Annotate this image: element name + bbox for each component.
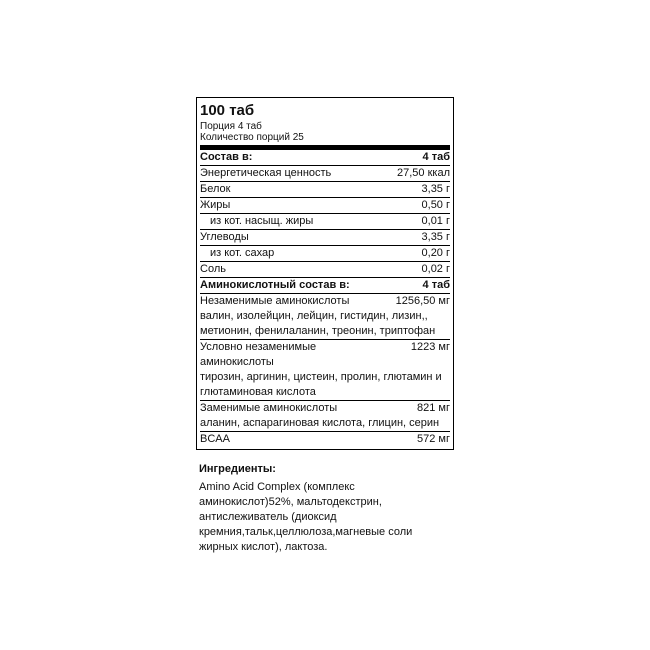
ingredients-heading: Ингредиенты: — [199, 463, 276, 475]
amino-label: Условно незаменимые аминокислоты — [200, 341, 317, 368]
nutrient-value: 3,35 г — [421, 231, 450, 243]
amino-heading-value: 4 таб — [422, 279, 450, 291]
nutrient-row-carbohydrates — [200, 229, 450, 245]
amino-value: 821 мг — [417, 402, 450, 414]
nutrition-facts-panel — [196, 97, 454, 450]
amino-block-nonessential — [200, 400, 450, 431]
nutrient-label: из кот. сахар — [210, 247, 275, 259]
nutrient-label: Энергетическая ценность — [200, 167, 332, 179]
nutrient-value: 0,02 г — [421, 263, 450, 275]
nutrient-value: 0,20 г — [421, 247, 450, 259]
nutrient-label: Соль — [200, 263, 226, 275]
nutrient-row-saturated-fat — [200, 213, 450, 229]
nutrient-label: Углеводы — [200, 231, 249, 243]
nutrient-label: Белок — [200, 183, 231, 195]
amino-block-essential — [200, 293, 450, 339]
nutrient-row-salt — [200, 261, 450, 277]
amino-description: валин, изолейцин, лейцин, гистидин, лизин,, метионин, фенилаланин, треонин, триптофан — [200, 310, 436, 337]
nutrient-value: 3,35 г — [421, 183, 450, 195]
amino-heading-label: Аминокислотный состав в: — [200, 279, 350, 291]
amino-row-bcaa — [200, 431, 450, 447]
nutrient-row-protein — [200, 181, 450, 197]
ingredients-text: Amino Acid Complex (комплекс аминокислот)52%, мальтодекстрин, антислеживатель (диоксид кремния,тальк,целлюлоза,магневые соли жирных кислот), лактоза. — [199, 481, 413, 553]
nutrient-label: Жиры — [200, 199, 231, 211]
amino-description: аланин, аспарагиновая кислота, глицин, серин — [200, 417, 440, 429]
product-size-title: 100 таб — [200, 102, 255, 119]
nutrient-row-sugar — [200, 245, 450, 261]
nutrient-label: из кот. насыщ. жиры — [210, 215, 314, 227]
nutrient-row-fat — [200, 197, 450, 213]
amino-label: Заменимые аминокислоты — [200, 402, 338, 414]
serving-size: Порция 4 таб — [200, 121, 262, 132]
amino-label: BCAA — [200, 433, 230, 445]
amino-value: 1223 мг — [410, 341, 450, 353]
amino-value: 1256,50 мг — [395, 295, 450, 307]
composition-heading-value: 4 таб — [422, 151, 450, 163]
nutrient-value: 0,50 г — [421, 199, 450, 211]
composition-heading — [200, 150, 450, 165]
amino-value: 572 мг — [417, 433, 450, 445]
amino-heading — [200, 277, 450, 293]
amino-description: тирозин, аргинин, цистеин, пролин, глютамин и глютаминовая кислота — [200, 371, 442, 398]
composition-heading-label: Состав в: — [200, 151, 253, 163]
nutrient-value: 27,50 ккал — [397, 167, 450, 179]
nutrient-row-energy — [200, 165, 450, 181]
amino-label: Незаменимые аминокислоты — [200, 295, 350, 307]
servings-count: Количество порций 25 — [200, 132, 304, 143]
ingredients-section — [199, 462, 449, 555]
amino-block-conditionally-essential — [200, 339, 450, 400]
nutrient-value: 0,01 г — [421, 215, 450, 227]
